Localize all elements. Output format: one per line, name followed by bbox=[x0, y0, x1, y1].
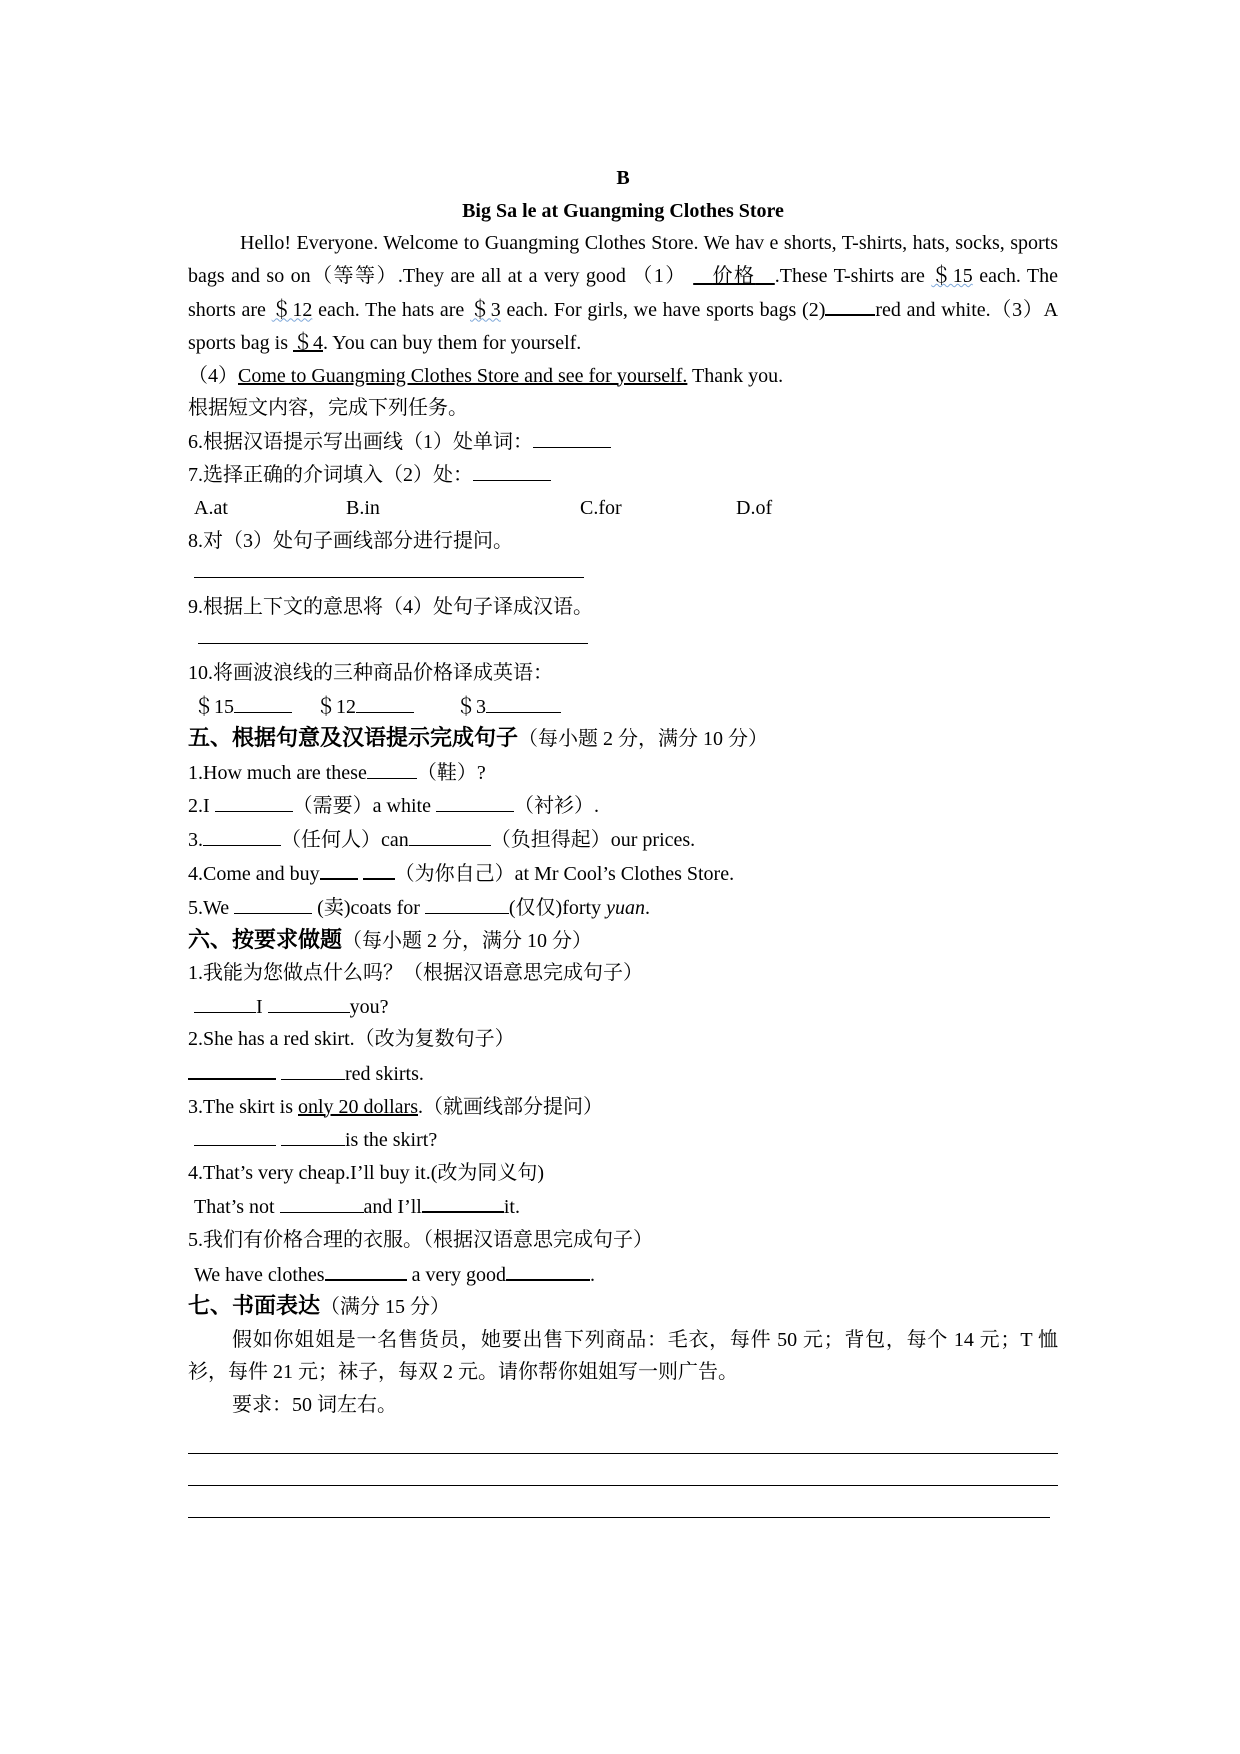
s5-question-4: 4.Come and buy （为你自己）at Mr Cool’s Clothes Store. bbox=[188, 856, 1058, 891]
passage-sentence-4: （4）Come to Guangming Clothes Store and see for yourself. Thank you. bbox=[188, 364, 784, 387]
passage-title: Big Sa le at Guangming Clothes Store bbox=[462, 199, 784, 222]
option-b[interactable]: B.in bbox=[346, 496, 380, 519]
s5-question-5: 5.We (卖)coats for (仅仅)forty yuan. bbox=[188, 891, 1058, 925]
s6-question-1: 1.我能为您做点什么吗？（根据汉语意思完成句子） bbox=[188, 962, 643, 985]
writing-line[interactable] bbox=[188, 1486, 1050, 1518]
blank-2[interactable] bbox=[825, 292, 875, 316]
s6-question-3: 3.The skirt is only 20 dollars.（就画线部分提问） bbox=[188, 1095, 603, 1118]
s6-answer-5: We have clothes a very good . bbox=[188, 1257, 1058, 1292]
s6-answer-2: red skirts. bbox=[188, 1056, 1058, 1091]
answer-line[interactable] bbox=[198, 623, 588, 644]
question-6: 6.根据汉语提示写出画线（1）处单词： bbox=[188, 425, 1058, 459]
question-7-options bbox=[188, 492, 1058, 525]
s6-answer-3: is the skirt? bbox=[188, 1123, 1058, 1157]
question-8: 8.对（3）处句子画线部分进行提问。 bbox=[188, 529, 513, 552]
question-10: 10.将画波浪线的三种商品价格译成英语： bbox=[188, 661, 553, 684]
s5-question-3: 3. （任何人）can （负担得起）our prices. bbox=[188, 823, 1058, 857]
writing-prompt: 假如你姐姐是一名售货员，她要出售下列商品：毛衣，每件 50 元；背包，每个 14 元；T 恤衫，每件 21 元；袜子，每双 2 元。请你帮你姐姐写一则广告。 bbox=[188, 1328, 1058, 1384]
answer-blank[interactable] bbox=[533, 425, 611, 448]
section-letter: B bbox=[616, 167, 630, 189]
option-c[interactable]: C.for bbox=[580, 496, 622, 519]
option-d[interactable]: D.of bbox=[736, 496, 773, 519]
price-hats: ＄3 bbox=[470, 299, 501, 322]
question-9: 9.根据上下文的意思将（4）处句子译成汉语。 bbox=[188, 595, 593, 618]
s6-answer-1: I you? bbox=[188, 990, 1058, 1024]
answer-blank[interactable] bbox=[473, 458, 551, 481]
section-7-heading: 七、书面表达（满分 15 分） bbox=[188, 1294, 451, 1320]
writing-line[interactable] bbox=[188, 1422, 1058, 1454]
price-shorts: ＄12 bbox=[271, 299, 313, 322]
s5-question-1: 1.How much are these （鞋）? bbox=[188, 756, 1058, 790]
question-7: 7.选择正确的介词填入（2）处： bbox=[188, 458, 1058, 492]
s5-question-2: 2.I （需要）a white （衬衫）. bbox=[188, 789, 1058, 823]
task-instruction: 根据短文内容，完成下列任务。 bbox=[188, 397, 468, 420]
option-a[interactable]: A.at bbox=[194, 496, 228, 519]
s6-answer-4: That’s not and I’ll it. bbox=[188, 1189, 1058, 1224]
s6-question-4: 4.That’s very cheap.I’ll buy it.(改为同义句) bbox=[188, 1161, 545, 1184]
s6-question-2: 2.She has a red skirt.（改为复数句子） bbox=[188, 1028, 515, 1051]
answer-line[interactable] bbox=[194, 557, 584, 578]
passage-paragraph: Hello! Everyone. Welcome to Guangming Clothes Store. We hav e shorts, T-shirts, hats, socks, sports bags and so on（等等）.They are all at a very good （1） 价格 .These T-shirts are ＄15 each. The shorts are ＄12 each. The hats are ＄3 each. For girls, we have sports bags (2) red and white.（3）A sports bag is ＄4. You can buy them for yourself. bbox=[188, 232, 1059, 354]
writing-line[interactable] bbox=[188, 1454, 1058, 1486]
section-6-heading: 六、按要求做题（每小题 2 分，满分 10 分） bbox=[188, 927, 593, 953]
worksheet-page bbox=[188, 162, 1058, 1518]
price-tshirt: ＄15 bbox=[931, 264, 973, 287]
s6-question-5: 5.我们有价格合理的衣服。（根据汉语意思完成句子） bbox=[188, 1229, 653, 1251]
question-10-answers: ＄15 ＄12 ＄3 bbox=[188, 690, 1058, 724]
section-5-heading: 五、根据句意及汉语提示完成句子（每小题 2 分，满分 10 分） bbox=[188, 726, 769, 752]
writing-requirement: 要求：50 词左右。 bbox=[232, 1393, 397, 1416]
price-sports-bag: ＄4 bbox=[293, 331, 323, 354]
blank-1-answer: 价格 bbox=[712, 264, 756, 287]
